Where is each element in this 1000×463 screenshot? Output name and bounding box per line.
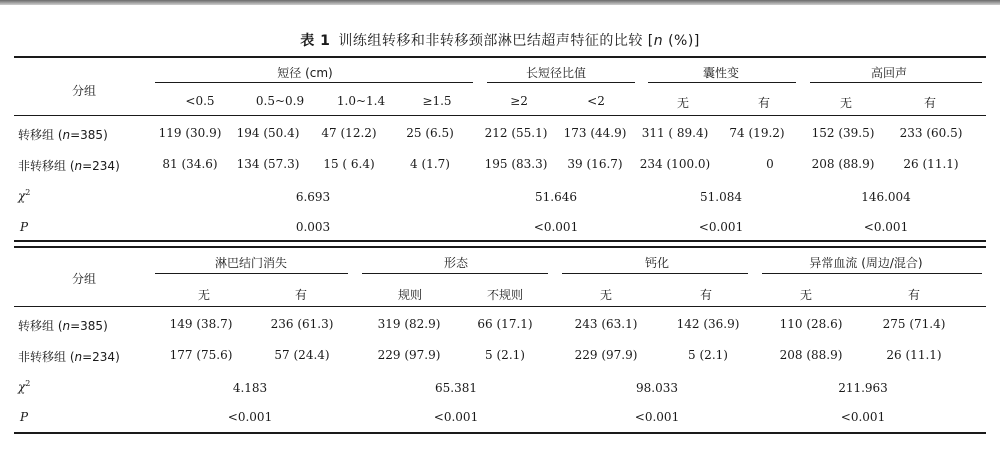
t1-non-cell: 0: [766, 157, 774, 171]
t1-ratio-col-1: ≥2: [510, 94, 528, 108]
t1-non-cell: 195 (83.3): [484, 157, 548, 171]
t2-shape-col-1: 规则: [397, 288, 423, 302]
t2-calc-rule: [562, 273, 748, 274]
t1-sd-col-4: ≥1.5: [422, 94, 452, 108]
t2-flow-col-2: 有: [907, 288, 921, 302]
t2-non-cell: 57 (24.4): [274, 348, 330, 362]
t2-hilum-header: 淋巴结门消失: [214, 256, 288, 270]
t2-meta-cell: 275 (71.4): [882, 317, 946, 331]
t2-meta-cell: 142 (36.9): [676, 317, 740, 331]
t2-chi-label: $\chi^2$: [18, 379, 31, 394]
t2-hilum-col-2: 有: [294, 288, 308, 302]
t2-p-label: P: [20, 410, 29, 424]
t1-p-ratio: <0.001: [533, 220, 579, 234]
t1-cystic-header: 囊性变: [702, 66, 740, 80]
t1-hyperecho-col-2: 有: [923, 96, 937, 110]
t1-cystic-col-2: 有: [757, 96, 771, 110]
t2-non-cell: 177 (75.6): [169, 348, 233, 362]
t1-chi-cystic: 51.084: [700, 190, 742, 204]
t1-non-cell: 4 (1.7): [410, 157, 450, 171]
t1-chi-label: $\chi^2$: [18, 188, 31, 203]
t2-meta-cell: 149 (38.7): [169, 317, 233, 331]
t2-flow-col-1: 无: [799, 288, 813, 302]
t2-hilum-col-1: 无: [197, 288, 211, 302]
t1-non-cell: 134 (57.3): [236, 157, 300, 171]
t1-sd-col-2: 0.5~0.9: [255, 94, 305, 108]
table-caption: [0, 30, 1000, 50]
t1-non-cell: 39 (16.7): [567, 157, 623, 171]
t1-non-cell: 208 (88.9): [811, 157, 875, 171]
t1-meta-cell: 233 (60.5): [899, 126, 963, 140]
t2-meta-cell: 236 (61.3): [270, 317, 334, 331]
table1-bottom-rule: [14, 240, 986, 242]
caption-label: 表 1: [300, 33, 331, 49]
t1-cystic-rule: [648, 82, 796, 83]
t1-meta-cell: 25 (6.5): [406, 126, 454, 140]
t2-calc-col-1: 无: [599, 288, 613, 302]
t2-chi-calc: 98.033: [636, 381, 678, 395]
t1-sd-col-3: 1.0~1.4: [336, 94, 386, 108]
t1-non-cell: 81 (34.6): [162, 157, 218, 171]
t1-meta-cell: 212 (55.1): [484, 126, 548, 140]
t1-hyperecho-header: 高回声: [870, 66, 908, 80]
t2-meta-cell: 243 (63.1): [574, 317, 638, 331]
t1-hyperecho-col-1: 无: [839, 96, 853, 110]
t1-meta-cell: 119 (30.9): [158, 126, 222, 140]
t1-short-diameter-header: 短径 (cm): [277, 66, 333, 80]
t2-shape-col-2: 不规则: [486, 288, 524, 302]
t2-flow-rule: [762, 273, 982, 274]
t2-flow-header: 异常血流 (周边/混合): [809, 256, 923, 270]
t1-chi-short-diameter: 6.693: [295, 190, 331, 204]
t1-chi-hyperecho: 146.004: [861, 190, 911, 204]
caption-unit-rest: (%)]: [663, 33, 700, 49]
t2-calc-header: 钙化: [644, 256, 670, 270]
t1-meta-cell: 194 (50.4): [236, 126, 300, 140]
t1-cystic-col-1: 无: [676, 96, 690, 110]
table2-top-rule: [14, 246, 986, 248]
t2-non-cell: 229 (97.9): [377, 348, 441, 362]
t2-non-cell: 5 (2.1): [485, 348, 525, 362]
t1-p-short-diameter: 0.003: [295, 220, 331, 234]
t1-non-cell: 26 (11.1): [903, 157, 959, 171]
t2-row-meta-label: 转移组 (n=385): [18, 319, 108, 333]
t1-p-label: P: [20, 220, 29, 234]
t1-chi-ratio: 51.646: [535, 190, 577, 204]
t2-meta-cell: 319 (82.9): [377, 317, 441, 331]
t2-non-cell: 208 (88.9): [779, 348, 843, 362]
t2-chi-flow: 211.963: [838, 381, 888, 395]
t1-ratio-rule: [487, 82, 635, 83]
t2-p-flow: <0.001: [840, 410, 886, 424]
cropped-previous-text: [0, 0, 1000, 5]
table1-top-rule: [14, 56, 986, 58]
t2-chi-shape: 65.381: [435, 381, 477, 395]
t1-non-cell: 234 (100.0): [639, 157, 711, 171]
t1-ratio-header: 长短径比值: [525, 66, 587, 80]
t1-meta-cell: 152 (39.5): [811, 126, 875, 140]
t1-row-meta-label: 转移组 (n=385): [18, 128, 108, 142]
t2-meta-cell: 110 (28.6): [779, 317, 843, 331]
t2-shape-header: 形态: [443, 256, 469, 270]
t2-non-cell: 5 (2.1): [688, 348, 728, 362]
t1-meta-cell: 311 ( 89.4): [641, 126, 709, 140]
t2-row-non-label: 非转移组 (n=234): [18, 350, 120, 364]
t1-meta-cell: 173 (44.9): [563, 126, 627, 140]
t1-non-cell: 15 ( 6.4): [323, 157, 375, 171]
t2-shape-rule: [362, 273, 548, 274]
t2-p-calc: <0.001: [634, 410, 680, 424]
t1-row-non-label: 非转移组 (n=234): [18, 159, 120, 173]
t2-calc-col-2: 有: [699, 288, 713, 302]
t1-hyperecho-rule: [810, 82, 982, 83]
t2-non-cell: 26 (11.1): [886, 348, 942, 362]
t2-chi-hilum: 4.183: [232, 381, 268, 395]
t1-sd-col-1: <0.5: [185, 94, 215, 108]
t1-meta-cell: 47 (12.2): [321, 126, 377, 140]
t2-hilum-rule: [155, 273, 348, 274]
t2-p-shape: <0.001: [433, 410, 479, 424]
t2-header-rule: [14, 306, 986, 307]
t2-group-header: 分组: [71, 272, 97, 286]
table2-bottom-rule: [14, 432, 986, 434]
t2-p-hilum: <0.001: [227, 410, 273, 424]
t1-p-hyperecho: <0.001: [863, 220, 909, 234]
caption-title: 训练组转移和非转移颈部淋巴结超声特征的比较 [: [338, 33, 654, 49]
t1-group-header: 分组: [71, 84, 97, 98]
t2-non-cell: 229 (97.9): [574, 348, 638, 362]
t1-short-diameter-rule: [155, 82, 473, 83]
t2-meta-cell: 66 (17.1): [477, 317, 533, 331]
t1-p-cystic: <0.001: [698, 220, 744, 234]
caption-unit: n: [653, 33, 664, 49]
t1-ratio-col-2: <2: [587, 94, 605, 108]
t1-meta-cell: 74 (19.2): [729, 126, 785, 140]
t1-header-rule: [14, 115, 986, 116]
